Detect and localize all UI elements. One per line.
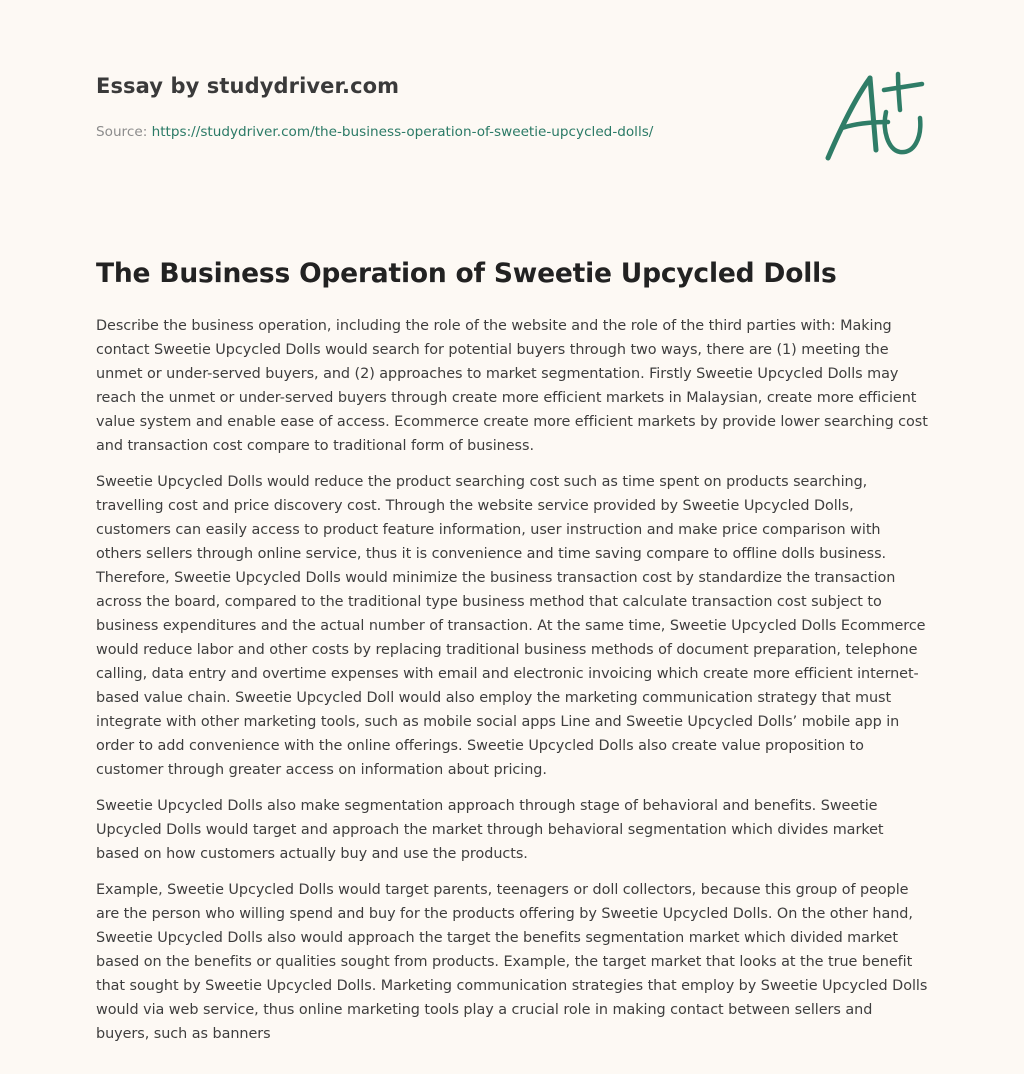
a-plus-logo-icon: [818, 66, 930, 168]
essay-body: [96, 314, 930, 1058]
source-label: Source:: [96, 124, 152, 140]
essay-paragraph: Sweetie Upcycled Dolls would reduce the product searching cost such as time spent on products searching, travelling cost and price discovery cost. Through the website service provided by Sweetie Upcycled Dolls, customers can easily access to product feature information, user instruction and make price comparison with others sellers through online service, thus it is convenience and time saving compare to offline dolls business. Therefore, Sweetie Upcycled Dolls would minimize the business transaction cost by standardize the transaction across the board, compared to the traditional type business method that calculate transaction cost subject to business expenditures and the actual number of transaction. At the same time, Sweetie Upcycled Dolls Ecommerce would reduce labor and other costs by replacing traditional business methods of document preparation, telephone calling, data entry and overtime expenses with email and electronic invoicing which create more efficient internet-based value chain. Sweetie Upcycled Doll would also employ the marketing communication strategy that must integrate with other marketing tools, such as mobile social apps Line and Sweetie Upcycled Dolls’ mobile app in order to add convenience with the online offerings. Sweetie Upcycled Dolls also create value proposition to customer through greater access on information about pricing.: [96, 474, 926, 778]
essay-paragraph: Sweetie Upcycled Dolls also make segmentation approach through stage of behavioral and benefits. Sweetie Upcycled Dolls would target and approach the market through behavioral segmentation which divides market based on how customers actually buy and use the products.: [96, 798, 884, 862]
essay-title: The Business Operation of Sweetie Upcycled Dolls: [96, 258, 837, 289]
source-link[interactable]: https://studydriver.com/the-business-operation-of-sweetie-upcycled-dolls/: [151, 124, 654, 140]
source-line: [96, 124, 653, 140]
essay-paragraph: Example, Sweetie Upcycled Dolls would target parents, teenagers or doll collectors, because this group of people are the person who willing spend and buy for the products offering by Sweetie Upcycled Dolls. On the other hand, Sweetie Upcycled Dolls also would approach the target the benefits segmentation market which divided market based on the benefits or qualities sought from products. Example, the target market that looks at the true benefit that sought by Sweetie Upcycled Dolls. Marketing communication strategies that employ by Sweetie Upcycled Dolls would via web service, thus online marketing tools play a crucial role in making contact between sellers and buyers, such as banners: [96, 882, 928, 1042]
site-brand: Essay by studydriver.com: [96, 74, 400, 98]
essay-paragraph: Describe the business operation, including the role of the website and the role of the third parties with: Making contact Sweetie Upcycled Dolls would search for potential buyers through two ways, there are (1) meeting the unmet or under-served buyers, and (2) approaches to market segmentation. Firstly Sweetie Upcycled Dolls may reach the unmet or under-served buyers through create more efficient markets in Malaysian, create more efficient value system and enable ease of access. Ecommerce create more efficient markets by provide lower searching cost and transaction cost compare to traditional form of business.: [96, 318, 928, 454]
